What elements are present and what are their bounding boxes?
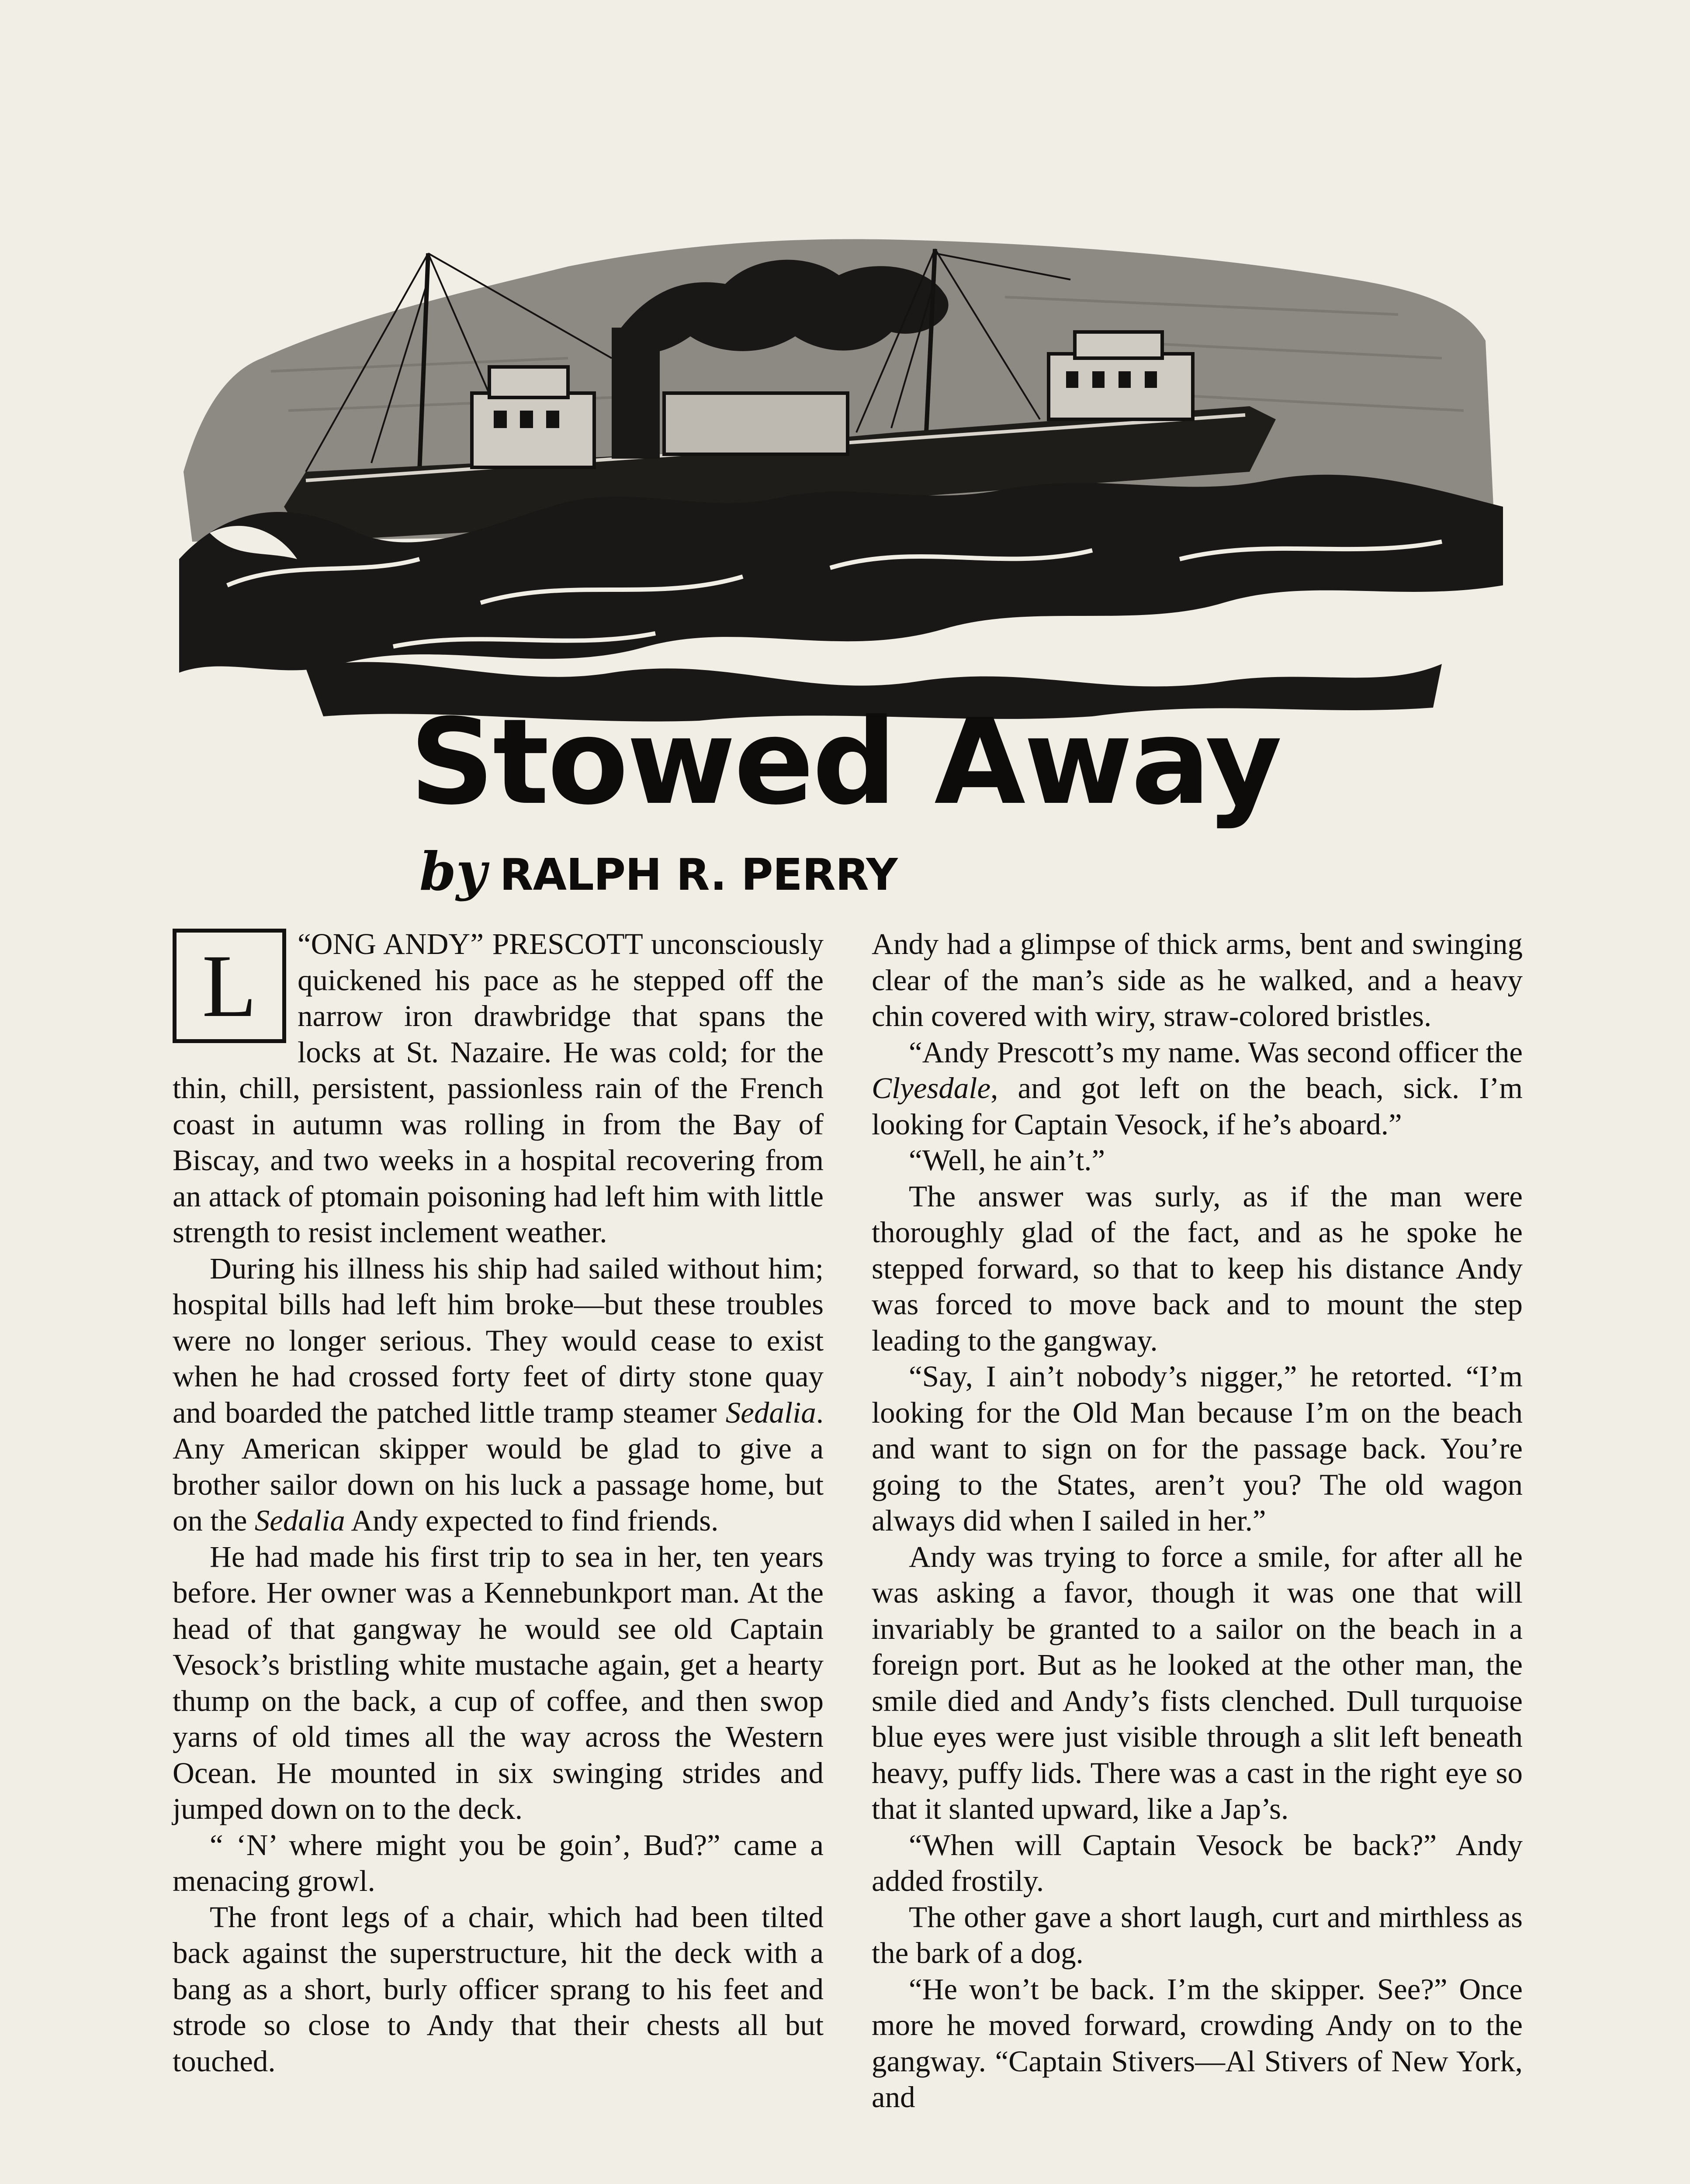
paragraph: “When will Captain Vesock be back?” Andy added frostily. (872, 1828, 1523, 1897)
byline-by: by (419, 841, 487, 902)
paragraph: “Well, he ain’t.” (909, 1144, 1105, 1177)
right-column (872, 926, 1523, 2115)
paragraph: The other gave a short laugh, curt and mirthless as the bark of a dog. (872, 1900, 1523, 1970)
paragraph: Andy had a glimpse of thick arms, bent and swinging clear of the man’s side as he walked, and a heavy chin covered with wiry, straw-colored bristles. (872, 927, 1523, 1033)
paragraph: “ ‘N’ where might you be goin’, Bud?” came a menacing growl. (173, 1828, 824, 1897)
story-title: Stowed Away (409, 693, 1281, 831)
paragraph: He had made his first trip to sea in her, ten years before. Her owner was a Kennebunkport man. At the head of that gangway he would see old Captain Vesock’s bristling white mustache again, get a hearty thump on the back, a cup of coffee, and then swop yarns of old times all the way across the Western Ocean. He mounted in six swinging strides and jumped down on to the deck. (173, 1540, 824, 1825)
left-column (173, 926, 824, 2079)
paragraph (173, 926, 824, 1251)
paragraph: Andy was trying to force a smile, for after all he was asking a favor, though it was one that will invariably be granted to a sailor on the beach in a foreign port. But as he looked at the other man, the smile died and Andy’s fists clenched. Dull turquoise blue eyes were just visible through a slit left beneath heavy, puffy lids. There was a cast in the right eye so that it slanted upward, like a Jap’s. (872, 1540, 1523, 1825)
paragraph: “Andy Prescott’s my name. Was second officer the Clyesdale, and got left on the beach, sick. I’m looking for Captain Vesock, if he’s aboard.” (872, 1035, 1523, 1141)
paragraph: During his illness his ship had sailed without him; hospital bills had left him broke—but these troubles were no longer serious. They would cease to exist when he had crossed forty feet of dirty stone quay and boarded the patched little tramp steamer Sedalia. Any American skipper would be glad to give a brother sailor down on his luck a passage home, but on the Sedalia Andy expected to find friends. (173, 1251, 824, 1537)
paragraph: “Say, I ain’t nobody’s nigger,” he retorted. “I’m looking for the Old Man because I’m on the beach and want to sign on for the passage back. You’re going to the States, aren’t you? The old wagon always did when I sailed in her.” (872, 1360, 1523, 1537)
paragraph-text: ONG ANDY” PRESCOTT unconsciously quickened his pace as he stepped off the narrow iron drawbridge that spans the locks at St. Nazaire. He was cold; for the thin, chill, persistent, passionless rain of the French coast in autumn was rolling in from the Bay of Biscay, and two weeks in a hospital recovering from an attack of ptomain poisoning had left him with little strength to resist inclement weather. (173, 927, 824, 1249)
paragraph: The answer was surly, as if the man were thoroughly glad of the fact, and as he spoke he stepped forward, so that to keep his distance Andy was forced to move back and to mount the step leading to the gangway. (872, 1179, 1523, 1357)
lead-quote: “ (298, 927, 311, 961)
drop-cap: L (173, 929, 286, 1043)
paragraph: The front legs of a chair, which had been tilted back against the superstructure, hit the deck with a bang as a short, burly officer sprang to his feet and strode so close to Andy that their chests all but touched. (173, 1900, 824, 2078)
paragraph: “He won’t be back. I’m the skipper. See?” Once more he moved forward, crowding Andy on to the gangway. “Captain Stivers—Al Stivers of New York, and (872, 1972, 1523, 2114)
byline (419, 841, 897, 902)
steamer-illustration (175, 227, 1512, 725)
author-name: RALPH R. PERRY (499, 849, 897, 900)
